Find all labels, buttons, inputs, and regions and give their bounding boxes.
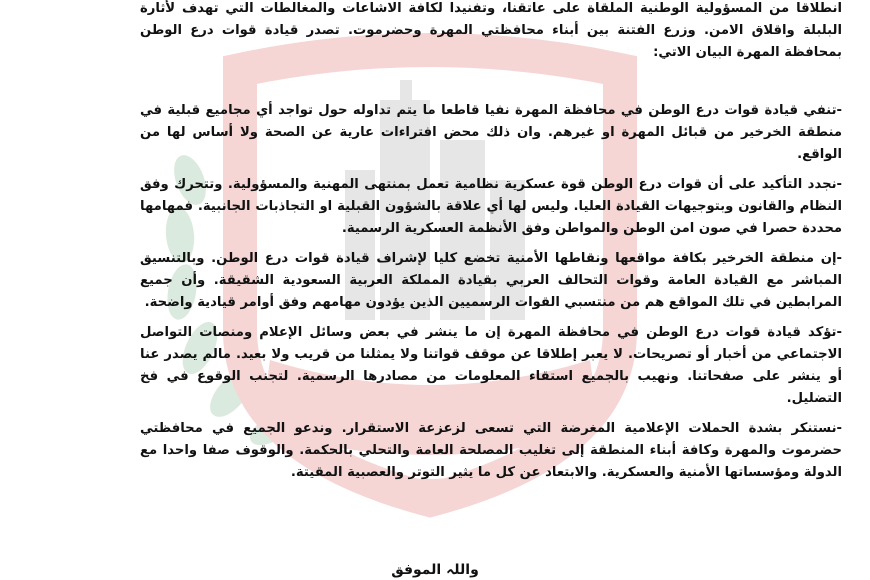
- closing-signature: واللہ الموفق: [391, 562, 479, 578]
- statement-item: -تؤكد قيادة قوات درع الوطن في محافظة المهرة إن ما ينشر في بعض وسائل الإعلام ومنصات التواصل الاجتماعي من أخبار أو تصريحات. لا يعبر إطلاقا عن موقف قواتنا ولا يمثلنا من قريب ولا بعيد. مالم يصدر عنا أو ينشر على صفحاتنا. ونهيب بالجميع استقاء المعلومات من مصادرها الرسمية. لتجنب الوقوع في فخ التضليل.: [140, 325, 842, 406]
- statement-body: [140, 0, 842, 492]
- statement-item: -نستنكر بشدة الحملات الإعلامية المغرضة التي تسعى لزعزعة الاستقرار. وندعو الجميع في محافظتي حضرموت والمهرة وكافة أبناء المنطقة إلى تغليب المصلحة العامة والتحلي بالحكمة. والوقوف صفا واحدا مع الدولة ومؤسساتها الأمنية والعسكرية. والابتعاد عن كل ما يثير التوتر والعصبية المقيتة.: [140, 421, 842, 480]
- intro-paragraph: انطلاقا من المسؤولية الوطنية الملقاة على عاتقنا، وتفنيدا لكافة الاشاعات والمغالطات التي تهدف لأثارة البلبلة واقلاق الامن. وزرع الفتنة بين أبناء محافظتي المهرة وحضرموت. تصدر قيادة قوات درع الوطن بمحافظة المهرة البيان الاتي:: [140, 1, 842, 60]
- statement-item: -تنفي قيادة قوات درع الوطن في محافظة المهرة نفيا قاطعا ما يتم تداوله حول تواجد أي مجاميع قبلية في منطقة الخرخير من قبائل المهرة او غيرهم. وان ذلك محض افتراءات عارية عن الصحة ولا أساس لها من الواقع.: [140, 103, 842, 162]
- statement-item: -إن منطقة الخرخير بكافة مواقعها ونقاطها الأمنية تخضع كليا لإشراف قيادة قوات درع الوطن. وبالتنسيق المباشر مع القيادة العامة وقوات التحالف العربي بقيادة المملكة العربية السعودية الشقيقة. وأن جميع المرابطين في تلك المواقع هم من منتسبي القوات الرسميين الذين يؤدون مهامهم وفق أوامر قيادية واضحة.: [140, 251, 842, 310]
- statement-item: -نجدد التأكيد على أن قوات درع الوطن قوة عسكرية نظامية تعمل بمنتهى المهنية والمسؤولية. وتتحرك وفق النظام والقانون وبتوجيهات القيادة العليا. وليس لها أي علاقة بالشؤون القبلية او التجاذبات الجانبية. فمهامها محددة حصرا في صون امن الوطن والمواطن وفق الأنظمة العسكرية الرسمية.: [140, 177, 842, 236]
